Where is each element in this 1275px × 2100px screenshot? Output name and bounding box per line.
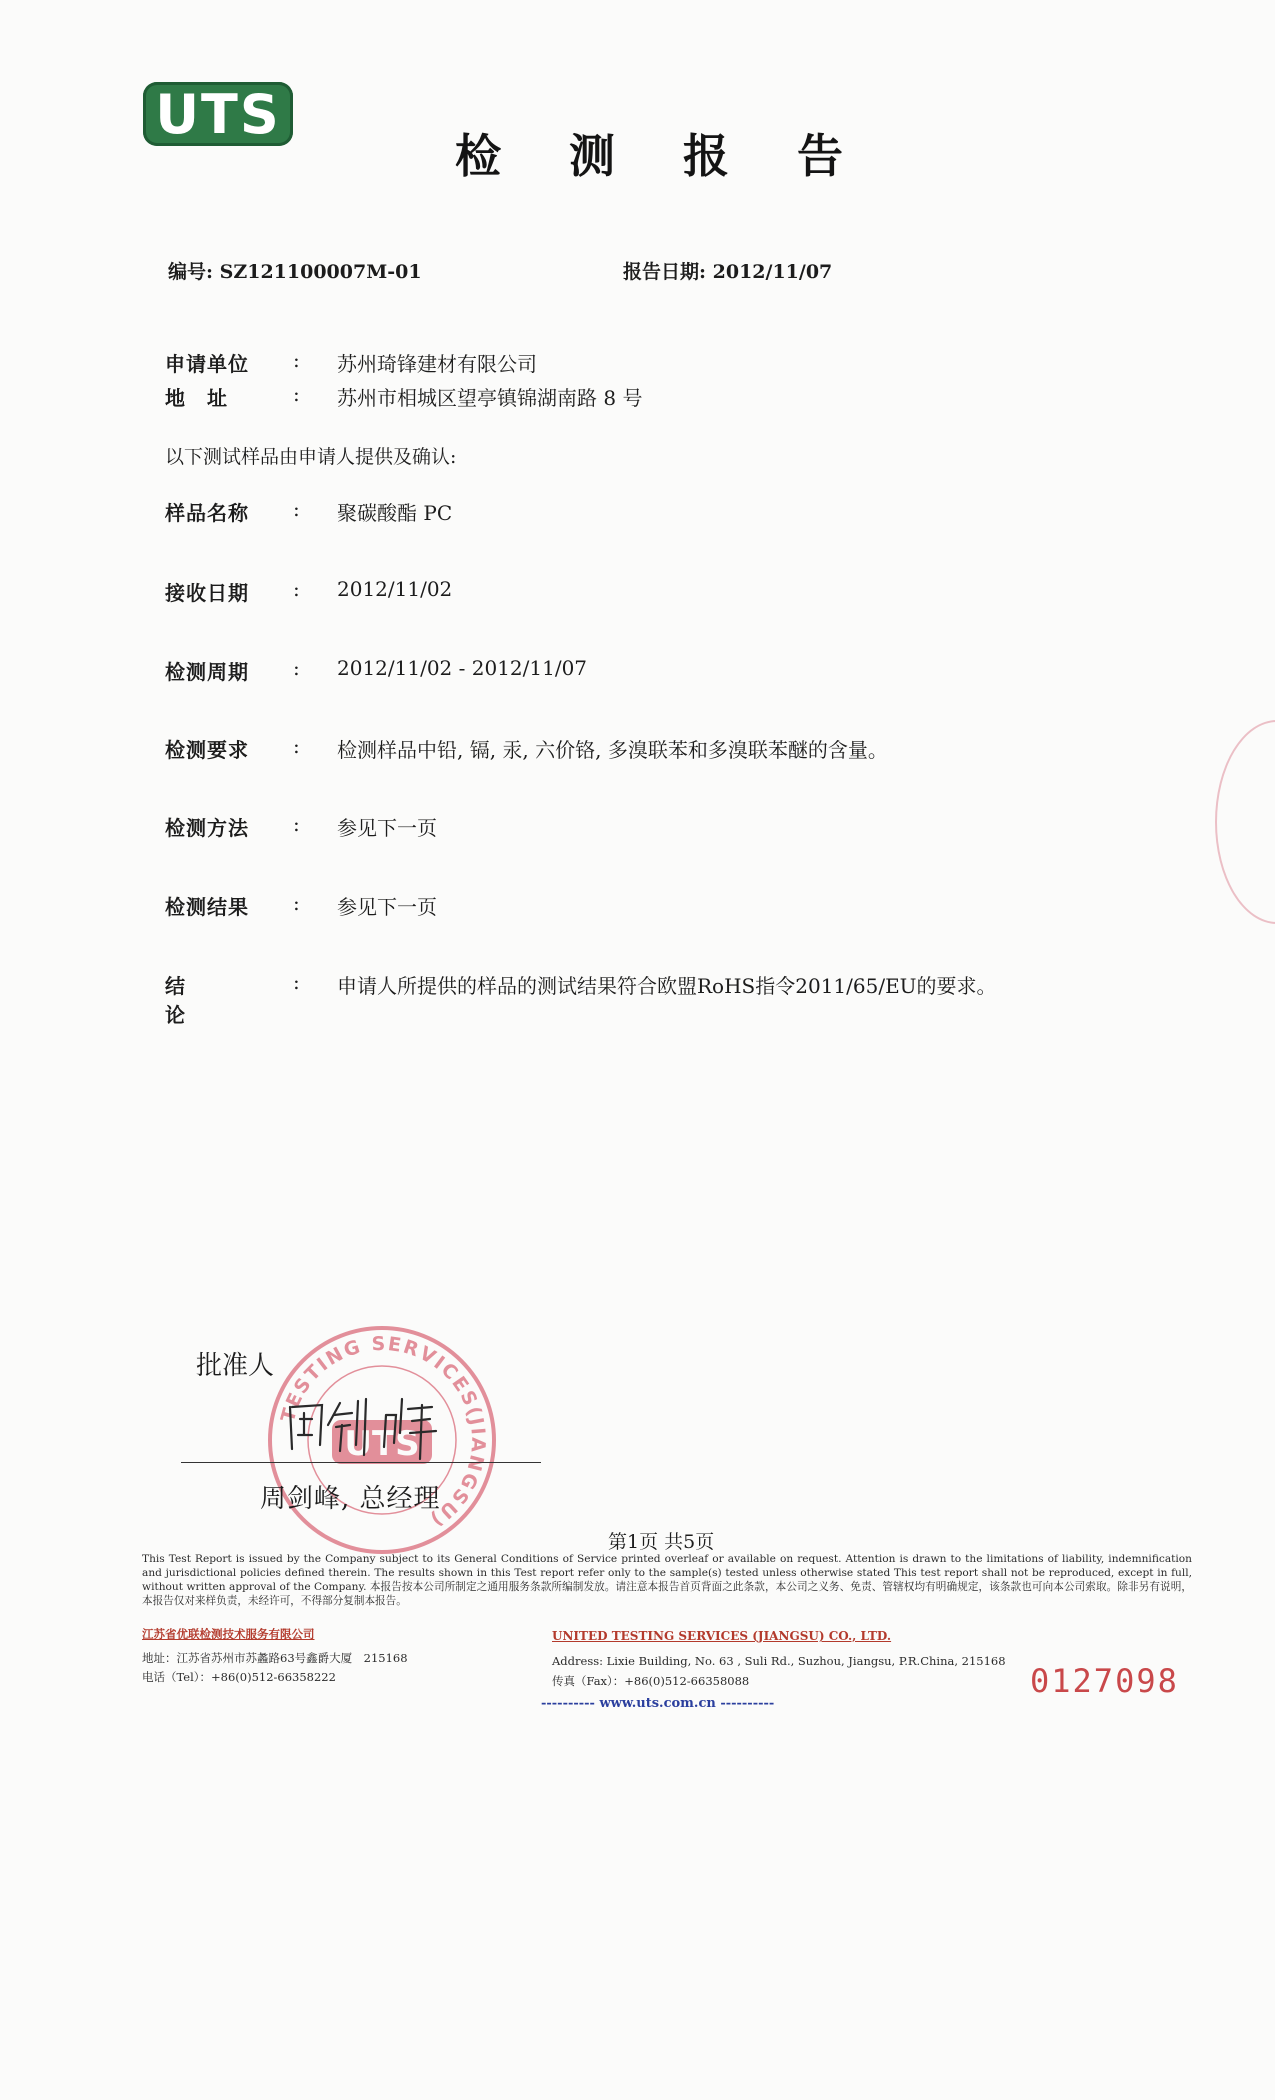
company-address-english: Address: Lixie Building, No. 63 , Suli Rd., Suzhou, Jiangsu, P.R.China, 215168 bbox=[552, 1654, 1006, 1668]
report-date: 报告日期: 2012/11/07 bbox=[623, 261, 833, 283]
field-label: 检测周期 bbox=[165, 660, 249, 684]
sample-intro-text: 以下测试样品由申请人提供及确认: bbox=[165, 446, 457, 468]
applicant-address-label: 地 址 bbox=[165, 386, 228, 410]
field-label: 接收日期 bbox=[165, 581, 249, 605]
field-value: 申请人所提供的样品的测试结果符合欧盟RoHS指令2011/65/EU的要求。 bbox=[337, 974, 997, 998]
approver-label: 批准人 bbox=[196, 1351, 275, 1381]
stamp-inner-text: UTS bbox=[344, 1424, 420, 1464]
approver-name: 周剑峰, 总经理 bbox=[260, 1484, 441, 1514]
signature-line bbox=[181, 1462, 541, 1463]
legal-disclaimer: This Test Report is issued by the Company subject to its General Conditions of Service printed overleaf or available on request. Attention is drawn to the limitations of liability, indemnification and jurisdictional policies defined therein. The results shown in this Test report refer only to the sample(s) tested unless otherwise stated This test report shall not be reproduced, except in full, without written approval of the Company. 本报告按本公司所制定之通用服务条款所编制发放。请注意本报告首页背面之此条款，本公司之义务、免责、管辖权均有明确规定，该条款也可向本公司索取。除非另有说明，本报告仅对来样负责，未经许可，不得部分复制本报告。 bbox=[142, 1553, 1192, 1607]
colon: : bbox=[293, 970, 300, 994]
colon: : bbox=[293, 812, 300, 836]
field-label: 检测方法 bbox=[165, 816, 249, 840]
document-title: 检测报告 bbox=[455, 129, 911, 183]
company-name-english: UNITED TESTING SERVICES (JIANGSU) CO., LTD. bbox=[552, 1629, 892, 1643]
company-fax: 传真（Fax）：+86(0)512-66358088 bbox=[552, 1674, 750, 1688]
field-label: 结论 bbox=[165, 974, 231, 1027]
report-number: 编号: SZ121100007M-01 bbox=[168, 261, 422, 283]
partial-stamp-mark bbox=[1215, 720, 1275, 924]
company-address-chinese: 地址：江苏省苏州市苏蠡路63号鑫爵大厦 215168 bbox=[142, 1651, 408, 1665]
colon: : bbox=[293, 656, 300, 680]
colon: : bbox=[293, 348, 300, 372]
applicant-address-value: 苏州市相城区望亭镇锦湖南路 8 号 bbox=[337, 386, 643, 410]
logo-text: UTS bbox=[155, 82, 281, 146]
company-website: ---------- www.uts.com.cn ---------- bbox=[541, 1696, 775, 1711]
colon: : bbox=[293, 382, 300, 406]
stamp-ring-text: TESTING SERVICES(JIANGSU) bbox=[276, 1332, 490, 1532]
colon: : bbox=[293, 891, 300, 915]
company-telephone: 电话（Tel）：+86(0)512-66358222 bbox=[142, 1670, 336, 1684]
field-value: 2012/11/02 bbox=[337, 577, 453, 601]
uts-logo bbox=[143, 82, 293, 146]
field-value: 2012/11/02 - 2012/11/07 bbox=[337, 656, 588, 680]
page-number: 第1页 共5页 bbox=[608, 1531, 715, 1553]
handwritten-signature bbox=[282, 1385, 452, 1465]
colon: : bbox=[293, 734, 300, 758]
field-label: 检测要求 bbox=[165, 738, 249, 762]
field-value: 参见下一页 bbox=[337, 895, 437, 919]
field-value: 检测样品中铅, 镉, 汞, 六价铬, 多溴联苯和多溴联苯醚的含量。 bbox=[337, 738, 888, 762]
field-value: 聚碳酸酯 PC bbox=[337, 501, 453, 525]
company-name-chinese: 江苏省优联检测技术服务有限公司 bbox=[142, 1627, 315, 1641]
colon: : bbox=[293, 577, 300, 601]
applicant-unit-value: 苏州琦锋建材有限公司 bbox=[337, 352, 537, 376]
field-label: 检测结果 bbox=[165, 895, 249, 919]
field-value: 参见下一页 bbox=[337, 816, 437, 840]
applicant-unit-label: 申请单位 bbox=[165, 352, 249, 376]
colon: : bbox=[293, 497, 300, 521]
field-label: 样品名称 bbox=[165, 501, 249, 525]
serial-number: 0127098 bbox=[1030, 1662, 1179, 1700]
